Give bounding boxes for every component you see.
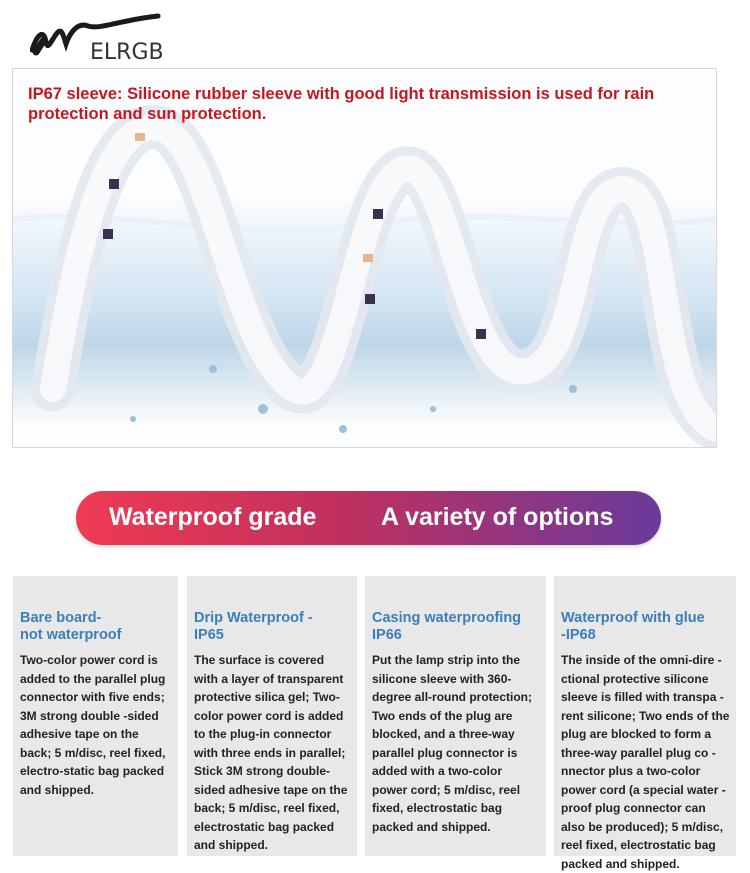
waterproof-led-strip-illustration <box>13 69 716 447</box>
card-text: The inside of the omni-dire -ctional protective silicone sleeve is filled with transpa -rent silicone; Two ends of the plug are blocked to form a three-way parallel plug co -nnector plus a two-color power cord (a special water -proof plug connector can also be produced); 5 m/disc, reel fixed, electrostatic bag packed and shipped. <box>561 653 730 871</box>
card-text: Two-color power cord is added to the parallel plug connector with five ends; 3M strong double -sided adhesive tape on the back; 5 m/disc, reel fixed, electro-static bag packed and shipped. <box>20 653 166 797</box>
card-casing-ip66 <box>365 576 546 856</box>
hero-caption: IP67 sleeve: Silicone rubber sleeve with good light transmission is used for rain protection and sun protection. <box>28 85 655 123</box>
card-title: Bare board- not waterproof <box>20 610 122 643</box>
waterproof-options-banner <box>76 491 661 545</box>
banner-right-text: A variety of options <box>381 503 614 531</box>
hero-image-panel <box>12 68 717 448</box>
card-title: Casing waterproofing IP66 <box>372 610 522 643</box>
banner-left-text: Waterproof grade <box>109 503 317 531</box>
card-bare-board <box>13 576 178 856</box>
card-glue-ip68 <box>554 576 736 871</box>
card-text: Put the lamp strip into the silicone sleeve with 360-degree all-round protection; Two ends of the plug are blocked, and a three-way parallel plug connector is added with a two-color power cord; 5 m/disc, reel fixed, electrostatic bag packed and shipped. <box>372 653 533 834</box>
brand-logo <box>30 12 180 65</box>
card-title: Drip Waterproof - IP65 <box>194 610 313 643</box>
card-title: Waterproof with glue -IP68 <box>561 610 705 643</box>
card-text: The surface is covered with a layer of transparent protective silica gel; Two-color power cord is added to the plug-in connector with three ends in parallel; Stick 3M strong double-sided adhesive tape on the back; 5 m/disc, reel fixed, electrostatic bag packed and shipped. <box>194 653 348 852</box>
logo-text: ELRGB <box>90 40 164 65</box>
card-drip-ip65 <box>187 576 357 856</box>
